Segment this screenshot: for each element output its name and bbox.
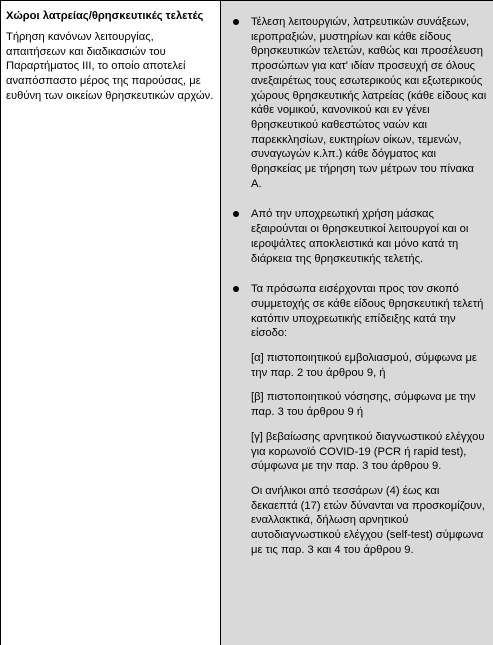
measure-item bbox=[237, 282, 487, 557]
measure-paragraph: Από την υποχρεωτική χρήση μάσκας εξαιρούνται οι θρησκευτικοί λειτουργοί και οι ιεροψάλτες αποκλειστικά και μόνο κατά τη διάρκεια της θρησκευτικής τελετής. bbox=[251, 208, 469, 265]
bullet-icon bbox=[233, 286, 239, 292]
measure-item bbox=[237, 15, 487, 191]
measure-item bbox=[237, 207, 487, 266]
measure-paragraph: Τέλεση λειτουργιών, λατρευτικών συνάξεων, ιεροπραξιών, μυστηρίων και κάθε είδους θρησκευτικών τελετών, καθώς και προσέλευση προσώπων για κατ' ιδίαν προσευχή σε όλους ανεξαιρέτως τους εσωτερικούς και εξωτερικούς χώρους θρησκευτικής λατρείας (κάθε είδους και κάθε νομικού, κανονικού και εν γένει θρησκευτικού καθεστώτος ναών και παρεκκλησίων, ευκτηρίων οίκων, τεμενών, συναγωγών κ.λπ.) κάθε δόγματος και θρησκείας με τήρηση των μέτρων του πίνακα Α. bbox=[251, 16, 487, 190]
measure-paragraph: Οι ανήλικοι από τεσσάρων (4) έως και δεκαεπτά (17) ετών δύνανται να προσκομίζουν, εναλλακτικά, δήλωση αρνητικού αυτοδιαγνωστικού ελέγχου (self-test) σύμφωνα με τις παρ. 3 και 4 του άρθρου 9. bbox=[251, 484, 485, 556]
measure-paragraph: [γ] βεβαίωσης αρνητικού διαγνωστικού ελέγχου για κορωνοϊό COVID-19 (PCR ή rapid test), σύμφωνα με την παρ. 3 του άρθρου 9. bbox=[251, 430, 485, 473]
measure-paragraph: [α] πιστοποιητικού εμβολιασμού, σύμφωνα με την παρ. 2 του άρθρου 9, ή bbox=[251, 352, 477, 379]
measures-list bbox=[237, 15, 487, 558]
measure-paragraph: [β] πιστοποιητικού νόσησης, σύμφωνα με την παρ. 3 του άρθρου 9 ή bbox=[251, 391, 476, 419]
measures-cell bbox=[221, 1, 493, 645]
measure-paragraph: Τα πρόσωπα εισέρχονται προς τον σκοπό συμμετοχής σε κάθε είδους θρησκευτική τελετή κατόπιν υποχρεωτικής επίδειξης κατά την είσοδο: bbox=[251, 283, 484, 340]
category-cell bbox=[1, 1, 221, 645]
bullet-icon bbox=[233, 19, 239, 25]
category-title: Χώροι λατρείας/θρησκευτικές τελετές bbox=[6, 10, 204, 22]
category-description: Τήρηση κανόνων λειτουργίας, απαιτήσεων και διαδικασιών του Παραρτήματος ΙΙΙ, το οποίο αποτελεί αναπόσπαστο μέρος της παρούσας, με ευθύνη των οικείων θρησκευτικών αρχών. bbox=[6, 31, 214, 102]
bullet-icon bbox=[233, 211, 239, 217]
